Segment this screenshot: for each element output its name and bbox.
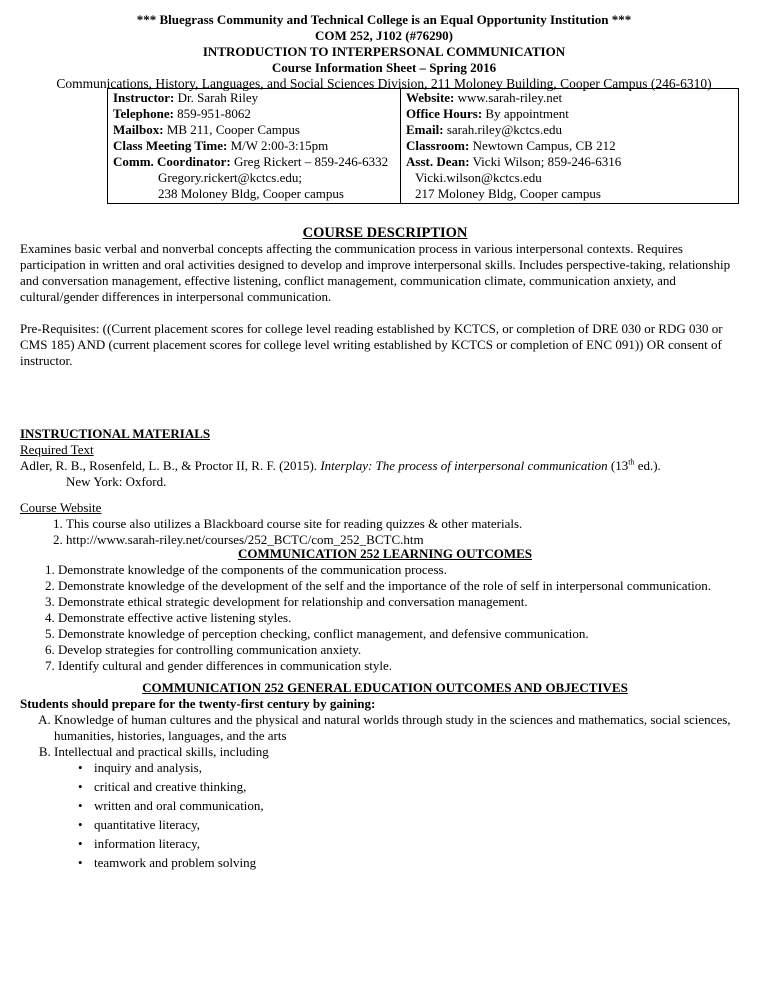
info-row: Asst. Dean: Vicki Wilson; 859-246-6316 bbox=[406, 154, 622, 169]
office-column bbox=[401, 89, 738, 203]
gen-ed-section bbox=[20, 680, 750, 874]
list-item: B. Intellectual and practical skills, including • inquiry and analysis, • critical and creative thinking, • written and oral communication, • quantitative literacy, • information literacy, • teamwork and problem solving bbox=[54, 744, 750, 871]
bullet-item: • critical and creative thinking, bbox=[94, 779, 750, 795]
learning-outcomes-section bbox=[20, 546, 750, 674]
gen-ed-list bbox=[20, 712, 750, 871]
sheet-title: Course Information Sheet – Spring 2016 bbox=[271, 60, 497, 75]
list-item: 1. This course also utilizes a Blackboard course site for reading quizzes & other materials. bbox=[66, 516, 750, 532]
bullet-item: • quantitative literacy, bbox=[94, 817, 750, 833]
document-header bbox=[0, 12, 768, 92]
info-row: Class Meeting Time: M/W 2:00-3:15pm bbox=[113, 138, 329, 153]
website-list bbox=[20, 516, 750, 548]
outcomes-list bbox=[20, 562, 750, 674]
instructor-column bbox=[108, 89, 401, 203]
section-heading: INSTRUCTIONAL MATERIALS bbox=[20, 426, 211, 441]
course-description-section bbox=[20, 225, 750, 369]
bullet-item: • information literacy, bbox=[94, 836, 750, 852]
dean-email: Vicki.wilson@kctcs.edu bbox=[415, 170, 542, 185]
list-item: A. Knowledge of human cultures and the physical and natural worlds through study in the sciences and mathematics, social sciences, humanities, histories, languages, and the arts bbox=[54, 712, 750, 744]
division-line: Communications, History, Languages, and Social Sciences Division, 211 Moloney Building, Cooper Campus (246-6310) bbox=[56, 76, 712, 91]
course-code: COM 252, J102 (#76290) bbox=[315, 28, 453, 43]
list-item: 6. Develop strategies for controlling communication anxiety. bbox=[58, 642, 750, 658]
list-item: 1. Demonstrate knowledge of the components of the communication process. bbox=[58, 562, 750, 578]
description-text: Examines basic verbal and nonverbal concepts affecting the communication process in various interpersonal contexts. Requires participation in written and oral activities designed to develop and improve interpersonal skills. Includes perspective-taking, relationship and conversation management, effective listening, conflict management, communication climate, communication anxiety, and cultural/gender differences in interpersonal communication. bbox=[20, 241, 731, 304]
section-heading: COMMUNICATION 252 LEARNING OUTCOMES bbox=[237, 546, 533, 561]
info-row: Instructor: Dr. Sarah Riley bbox=[113, 90, 259, 105]
info-row: Comm. Coordinator: Greg Rickert – 859-246-6332 bbox=[113, 154, 389, 169]
gen-ed-intro: Students should prepare for the twenty-first century by gaining: bbox=[20, 696, 376, 711]
info-row: Mailbox: MB 211, Cooper Campus bbox=[113, 122, 300, 137]
course-title: INTRODUCTION TO INTERPERSONAL COMMUNICATION bbox=[202, 44, 566, 59]
textbook-citation: Adler, R. B., Rosenfeld, L. B., & Proctor II, R. F. (2015). Interplay: The process of interpersonal communication (13th ed.). New York: Oxford. bbox=[20, 457, 661, 489]
list-item: 4. Demonstrate effective active listening styles. bbox=[58, 610, 750, 626]
bullet-item: • inquiry and analysis, bbox=[94, 760, 750, 776]
skills-list bbox=[54, 760, 750, 871]
dean-office: 217 Moloney Bldg, Cooper campus bbox=[415, 186, 601, 201]
section-heading: COURSE DESCRIPTION bbox=[302, 225, 468, 241]
bullet-item: • teamwork and problem solving bbox=[94, 855, 750, 871]
list-item: 5. Demonstrate knowledge of perception checking, conflict management, and defensive communication. bbox=[58, 626, 750, 642]
bullet-item: • written and oral communication, bbox=[94, 798, 750, 814]
eeo-statement: *** Bluegrass Community and Technical College is an Equal Opportunity Institution *** bbox=[136, 12, 632, 27]
coordinator-office: 238 Moloney Bldg, Cooper campus bbox=[158, 186, 344, 201]
info-row: Email: sarah.riley@kctcs.edu bbox=[406, 122, 563, 137]
course-url-link[interactable]: 2. http://www.sarah-riley.net/courses/252_BCTC/com_252_BCTC.htm bbox=[66, 532, 750, 548]
info-row: Office Hours: By appointment bbox=[406, 106, 569, 121]
course-website-label: Course Website bbox=[20, 500, 102, 515]
info-row: Classroom: Newtown Campus, CB 212 bbox=[406, 138, 616, 153]
list-item: 3. Demonstrate ethical strategic development for relationship and conversation management. bbox=[58, 594, 750, 610]
contact-info-table bbox=[107, 88, 739, 204]
instructional-materials-section bbox=[20, 426, 750, 548]
list-item: 2. Demonstrate knowledge of the development of the self and the importance of the role of self in interpersonal communication. bbox=[58, 578, 750, 594]
coordinator-email: Gregory.rickert@kctcs.edu; bbox=[158, 170, 302, 185]
section-heading: COMMUNICATION 252 GENERAL EDUCATION OUTCOMES AND OBJECTIVES bbox=[142, 680, 628, 695]
info-row: Website: www.sarah-riley.net bbox=[406, 90, 563, 105]
prerequisites-text: Pre-Requisites: ((Current placement scores for college level reading established by KCTCS, or completion of DRE 030 or RDG 030 or CMS 185) AND (current placement scores for college level writing established by KCTCS or completion of ENC 091)) OR consent of instructor. bbox=[20, 321, 723, 368]
info-row: Telephone: 859-951-8062 bbox=[113, 106, 251, 121]
list-item: 7. Identify cultural and gender differences in communication style. bbox=[58, 658, 750, 674]
required-text-label: Required Text bbox=[20, 442, 94, 457]
